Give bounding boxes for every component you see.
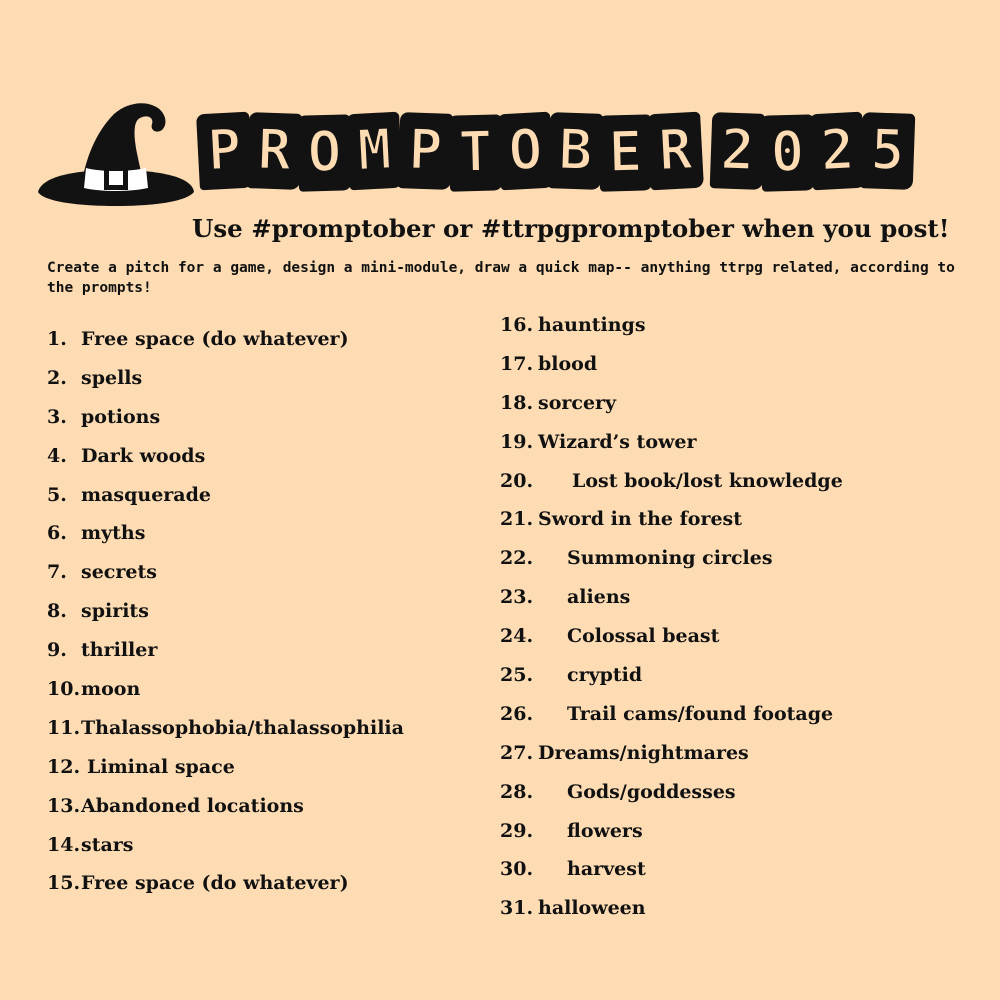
- prompt-number: 6.: [47, 522, 67, 545]
- prompt-number: 12.: [47, 755, 81, 778]
- prompt-item: [47, 553, 487, 592]
- prompt-text: Liminal space: [87, 755, 235, 778]
- prompt-item: [47, 826, 487, 865]
- prompt-item: [500, 850, 980, 889]
- prompt-text: Summoning circles: [567, 547, 773, 570]
- prompt-number: 29.: [500, 819, 534, 842]
- prompt-text: potions: [81, 405, 161, 428]
- prompt-number: 15.: [47, 872, 81, 895]
- prompt-text: myths: [81, 522, 146, 545]
- prompt-text: Colossal beast: [567, 625, 720, 648]
- title-letter: M: [349, 114, 402, 188]
- prompt-number: 19.: [500, 430, 534, 453]
- prompt-item: [47, 787, 487, 826]
- hashtag-instructions: Use #promptober or #ttrpgpromptober when you post!: [192, 214, 950, 243]
- prompt-text: secrets: [81, 561, 157, 584]
- prompt-item: [500, 889, 980, 928]
- prompt-number: 24.: [500, 625, 534, 648]
- prompt-text: Trail cams/found footage: [567, 702, 834, 725]
- prompt-number: 22.: [500, 547, 534, 570]
- prompt-number: 10.: [47, 678, 81, 701]
- prompt-text: Lost book/lost knowledge: [572, 469, 843, 492]
- title-letter: 5: [862, 114, 913, 188]
- prompt-item: [47, 359, 487, 398]
- prompt-number: 5.: [47, 483, 67, 506]
- prompt-item: [47, 320, 487, 359]
- prompt-text: Sword in the forest: [538, 508, 743, 531]
- prompt-item: [47, 864, 487, 903]
- prompt-number: 28.: [500, 780, 534, 803]
- prompt-text: cryptid: [567, 664, 643, 687]
- title-letter: 2: [711, 114, 762, 188]
- prompt-item: [500, 734, 980, 773]
- prompt-item: [500, 773, 980, 812]
- prompt-text: masquerade: [81, 483, 211, 506]
- prompt-number: 7.: [47, 561, 67, 584]
- title-letter: O: [499, 114, 552, 188]
- title-letter: P: [399, 114, 450, 188]
- prompt-number: 30.: [500, 858, 534, 881]
- prompt-item: [47, 709, 487, 748]
- prompt-number: 17.: [500, 352, 534, 375]
- prompt-text: Gods/goddesses: [567, 780, 736, 803]
- prompt-text: flowers: [567, 819, 643, 842]
- prompt-text: aliens: [567, 586, 631, 609]
- prompt-number: 18.: [500, 391, 534, 414]
- prompt-number: 1.: [47, 328, 67, 350]
- prompt-list-left: [47, 320, 487, 903]
- prompt-item: [47, 631, 487, 670]
- title-letter: O: [299, 116, 350, 189]
- prompt-text: harvest: [567, 858, 646, 881]
- prompt-text: spells: [81, 366, 143, 389]
- page-title: [200, 110, 912, 192]
- title-letter: P: [198, 114, 251, 188]
- prompt-text: Dark woods: [81, 444, 206, 467]
- prompt-item: [500, 345, 980, 384]
- title-letter: 2: [811, 114, 864, 188]
- prompt-number: 16.: [500, 314, 534, 336]
- intro-text: Create a pitch for a game, design a mini-module, draw a quick map-- anything ttrpg related, according to the prompts!: [47, 260, 955, 296]
- prompt-item: [500, 539, 980, 578]
- prompt-text: Free space (do whatever): [81, 328, 349, 350]
- prompt-text: Abandoned locations: [81, 794, 304, 817]
- prompt-number: 4.: [47, 444, 67, 467]
- prompt-item: [500, 306, 980, 345]
- prompt-text: Wizard’s tower: [538, 430, 697, 453]
- prompt-text: hauntings: [538, 314, 646, 336]
- prompt-number: 2.: [47, 366, 67, 389]
- prompt-number: 11.: [47, 716, 81, 739]
- prompt-item: [500, 617, 980, 656]
- prompt-text: blood: [538, 352, 598, 375]
- prompt-item: [500, 656, 980, 695]
- prompt-item: [47, 514, 487, 553]
- prompt-item: [500, 500, 980, 539]
- prompt-item: [47, 748, 487, 787]
- prompt-item: [500, 695, 980, 734]
- prompt-number: 13.: [47, 794, 81, 817]
- prompt-text: Dreams/nightmares: [538, 741, 749, 764]
- prompt-item: [47, 592, 487, 631]
- prompt-item: [47, 670, 487, 709]
- prompt-item: [500, 462, 980, 501]
- prompt-item: [500, 812, 980, 851]
- prompt-number: 21.: [500, 508, 534, 531]
- title-letter: E: [600, 116, 651, 189]
- prompt-number: 31.: [500, 897, 534, 920]
- prompt-number: 27.: [500, 741, 534, 764]
- prompt-text: moon: [81, 678, 141, 701]
- prompt-text: stars: [81, 833, 134, 856]
- prompt-text: halloween: [538, 897, 646, 920]
- prompt-number: 3.: [47, 405, 67, 428]
- prompt-list-right: [500, 306, 980, 928]
- prompt-item: [47, 437, 487, 476]
- title-letter: B: [550, 114, 601, 188]
- title-letter: R: [649, 114, 702, 188]
- prompt-number: 8.: [47, 600, 67, 623]
- prompt-number: 9.: [47, 639, 67, 662]
- prompt-number: 14.: [47, 833, 81, 856]
- prompt-text: sorcery: [538, 391, 617, 414]
- prompt-item: [500, 384, 980, 423]
- prompt-number: 23.: [500, 586, 534, 609]
- prompt-item: [500, 578, 980, 617]
- title-letter: R: [249, 114, 300, 188]
- title-letter: 0: [762, 116, 813, 189]
- prompt-item: [47, 398, 487, 437]
- prompt-item: [47, 476, 487, 515]
- prompt-text: thriller: [81, 639, 158, 662]
- prompt-text: Free space (do whatever): [81, 872, 349, 895]
- witch-hat-icon: [36, 98, 196, 210]
- prompt-text: spirits: [81, 600, 149, 623]
- prompt-number: 25.: [500, 664, 534, 687]
- prompt-number: 20.: [500, 469, 534, 492]
- title-letter: T: [450, 116, 501, 189]
- prompt-number: 26.: [500, 702, 534, 725]
- prompt-text: Thalassophobia/thalassophilia: [81, 716, 404, 739]
- prompt-item: [500, 423, 980, 462]
